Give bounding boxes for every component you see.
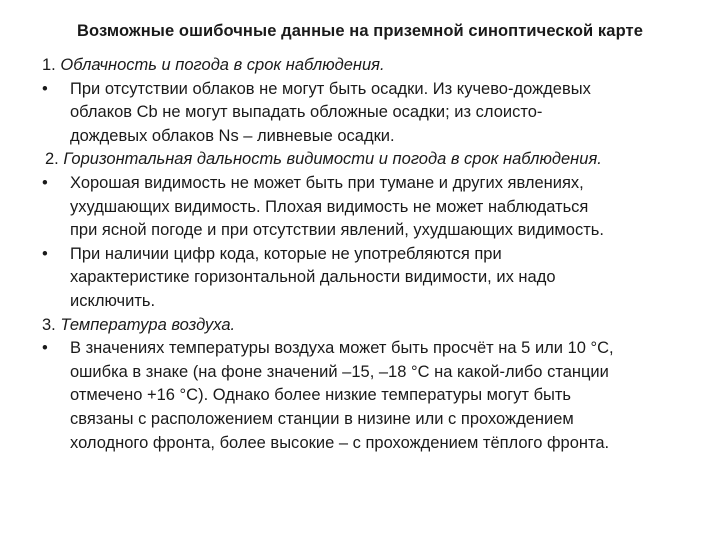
section-number: 2. (45, 150, 59, 169)
bullet-line: исключить. (70, 291, 156, 310)
bullet-item (42, 172, 692, 243)
section-heading-temperature (42, 314, 692, 338)
slide-title: Возможные ошибочные данные на приземной синоптической карте (76, 22, 643, 40)
bullet-line: отмечено +16 °C). Однако более низкие температуры могут быть (70, 386, 572, 405)
bullet-item (42, 337, 692, 455)
bullet-icon: • (42, 173, 48, 192)
section-label-suffix: . (380, 56, 385, 74)
section-heading-visibility (42, 148, 692, 172)
section-label-suffix: . (597, 150, 602, 169)
bullet-line: характеристике горизонтальной дальности видимости, их надо (70, 268, 556, 287)
bullet-line: облаков Cb не могут выпадать обложные осадки; из слоисто- (70, 103, 543, 122)
section-label-suffix: . (230, 315, 236, 334)
section-label: Горизонтальная дальность видимости и погода в срок наблюдения (63, 150, 598, 169)
section-label: Температура воздуха (60, 315, 231, 334)
bullet-line: холодного фронта, более высокие – с прохождением тёплого фронта. (70, 433, 610, 452)
bullet-item (42, 243, 692, 314)
slide-content (42, 54, 692, 455)
bullet-line: При наличии цифр кода, которые не употребляются при (70, 244, 502, 263)
bullet-line: ошибка в знаке (на фоне значений –15, –18 °C на какой-либо станции (70, 362, 609, 381)
bullet-item (42, 78, 692, 149)
bullet-icon: • (42, 339, 48, 358)
section-number: 1. (42, 56, 56, 74)
bullet-line: при ясной погоде и при отсутствии явлений, ухудшающих видимость. (70, 221, 604, 240)
bullet-line: ухудшающих видимость. Плохая видимость не может наблюдаться (70, 197, 589, 216)
bullet-line: связаны с расположением станции в низине или с прохождением (70, 409, 574, 428)
section-heading-clouds (42, 54, 692, 78)
section-label: Облачность и погода в срок наблюдения (60, 56, 380, 74)
bullet-line: Хорошая видимость не может быть при тумане и других явлениях, (70, 173, 584, 192)
bullet-icon: • (42, 244, 48, 263)
bullet-line: В значениях температуры воздуха может быть просчёт на 5 или 10 °C, (70, 339, 614, 358)
bullet-icon: • (42, 79, 48, 98)
bullet-line: дождевых облаков Ns – ливневые осадки. (70, 126, 395, 145)
section-number: 3. (42, 315, 56, 334)
bullet-line: При отсутствии облаков не могут быть осадки. Из кучево-дождевых (70, 79, 591, 98)
